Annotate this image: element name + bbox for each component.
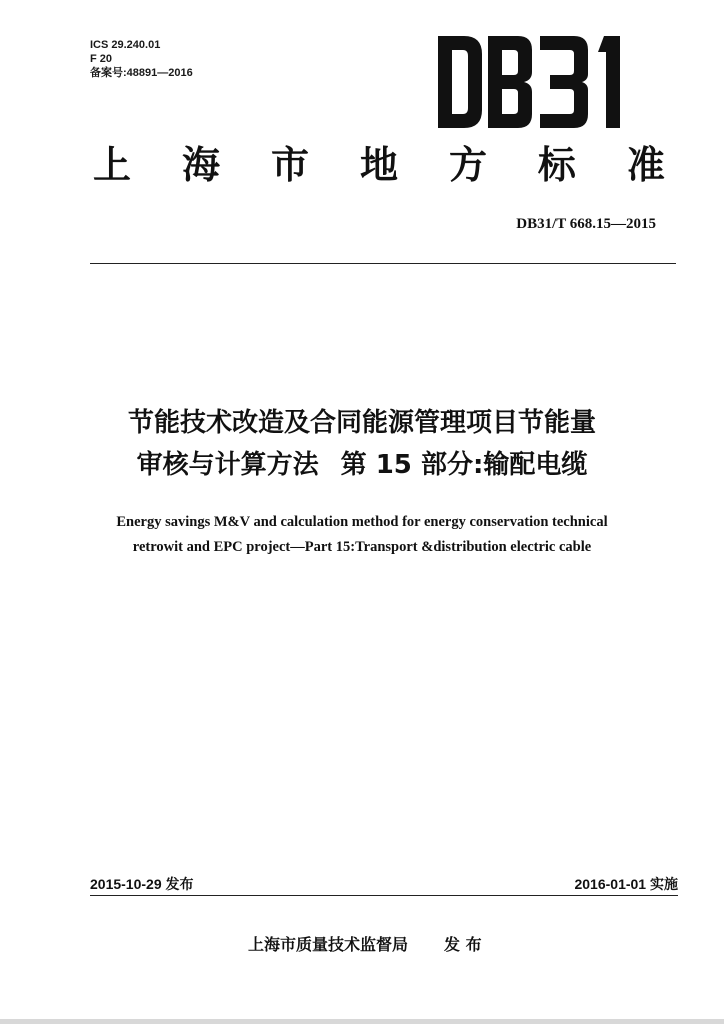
ics-number: ICS 29.240.01 [90,39,161,51]
issuer-name: 上海市质量技术监督局 [248,935,409,954]
chinese-title [40,402,684,486]
english-title-line-1: Energy savings M&V and calculation method for energy conservation technical [116,514,608,530]
issuer-action: 发 布 [444,935,482,954]
issue-date: 2015-10-29 发布 [90,876,194,892]
standard-type-char: 标 [537,143,576,187]
issuing-authority [248,932,482,955]
standard-type-char: 地 [359,143,398,187]
db31-logo-graphic [438,36,638,128]
header-divider [90,263,676,264]
ccs-number: F 20 [90,53,113,65]
chinese-title-line-2 [40,444,684,486]
implementation-date: 2016-01-01 实施 [574,876,678,892]
english-title-line-2: retrowit and EPC project—Part 15:Transport &distribution electric cable [132,539,592,555]
standard-type-char: 准 [626,143,665,187]
db31-logo [438,36,638,128]
footer-divider [90,895,678,896]
chinese-title-part-a: 审核与计算方法 [136,450,319,480]
scan-edge [0,1019,724,1024]
standard-type-char: 上 [93,143,132,187]
record-number: 备案号:48891—2016 [90,67,193,79]
standard-type-char: 市 [270,143,309,187]
standard-type-char: 方 [448,143,487,187]
standard-type-heading [93,141,665,189]
classification-block [90,38,193,80]
chinese-title-line-1: 节能技术改造及合同能源管理项目节能量 [127,408,596,438]
standard-code: DB31/T 668.15—2015 [516,216,656,232]
chinese-title-part-b: 第 15 部分:输配电缆 [340,450,588,480]
standard-type-char: 海 [181,143,220,187]
english-title [40,510,684,560]
